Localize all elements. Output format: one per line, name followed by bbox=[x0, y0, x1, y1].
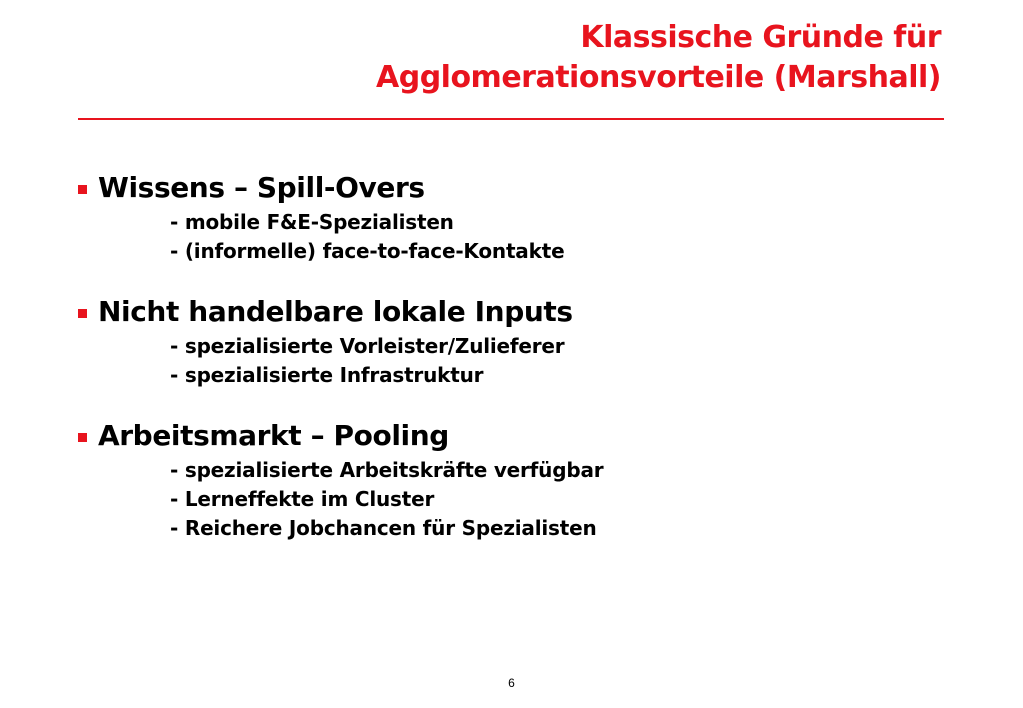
section-wissens-spill-overs bbox=[78, 170, 565, 264]
bullet-square-icon bbox=[78, 309, 87, 318]
page-number: 6 bbox=[508, 676, 515, 690]
bullet-square-icon bbox=[78, 185, 87, 194]
section-heading-row bbox=[78, 418, 511, 454]
section-nicht-handelbare-inputs bbox=[78, 294, 573, 388]
list-item: - mobile F&E-Spezialisten bbox=[170, 210, 454, 234]
section-heading-row bbox=[78, 294, 573, 330]
list-item: - spezialisierte Vorleister/Zulieferer bbox=[170, 334, 565, 358]
list-item: - Reichere Jobchancen für Spezialisten bbox=[170, 516, 597, 540]
sub-list bbox=[170, 208, 564, 266]
bullet-square-icon bbox=[78, 433, 87, 442]
section-heading-row bbox=[78, 170, 472, 206]
list-item: - spezialisierte Arbeitskräfte verfügbar bbox=[170, 458, 604, 482]
list-item: - spezialisierte Infrastruktur bbox=[170, 363, 484, 387]
section-arbeitsmarkt-pooling bbox=[78, 418, 604, 541]
list-item: - (informelle) face-to-face-Kontakte bbox=[170, 239, 565, 263]
title-divider bbox=[78, 118, 944, 120]
slide-title-line-1: Klassische Gründe für bbox=[580, 20, 941, 55]
section-heading: Wissens – Spill-Overs bbox=[98, 171, 425, 204]
sub-list bbox=[170, 456, 603, 543]
list-item: - Lerneffekte im Cluster bbox=[170, 487, 435, 511]
section-heading: Nicht handelbare lokale Inputs bbox=[98, 295, 573, 328]
slide-title-line-2: Agglomerationsvorteile (Marshall) bbox=[376, 60, 941, 95]
slide-title bbox=[376, 18, 941, 98]
section-heading: Arbeitsmarkt – Pooling bbox=[98, 419, 449, 452]
sub-list bbox=[170, 332, 564, 390]
